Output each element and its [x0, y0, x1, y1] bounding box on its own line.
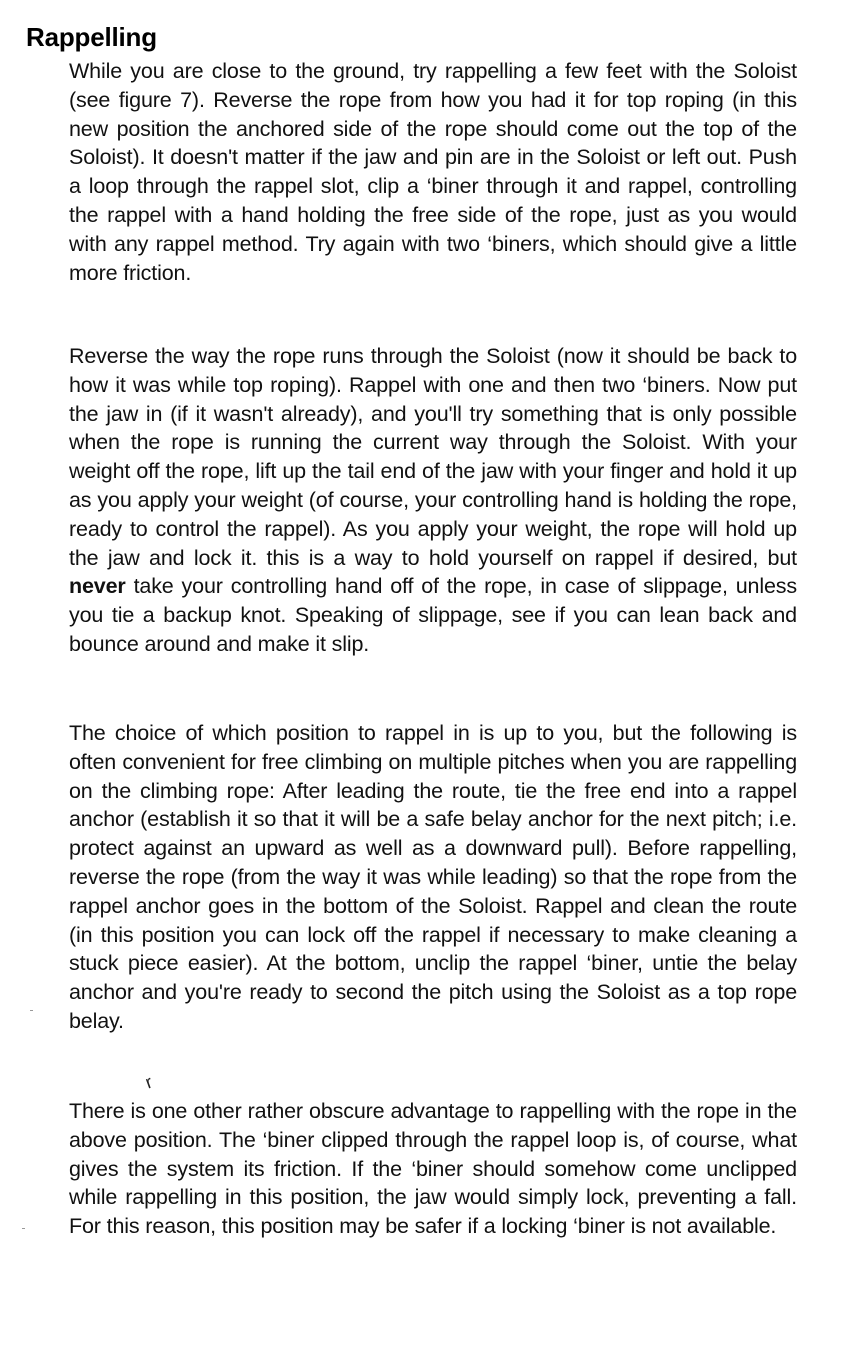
paragraph-4: There is one other rather obscure advantage to rappelling with the rope in the above position. The ‘biner clipped through the rappel loop is, of course, what gives the system its friction. If the ‘biner should somehow come unclipped while rappelling in this position, the jaw would simply lock, preventing a fall. For this reason, this position may be safer if a locking ‘biner is not available. [69, 1099, 797, 1239]
paragraph-2-part-1: Reverse the way the rope runs through the Soloist (now it should be back to how it was while top roping). Rappel with one and then two ‘biners. Now put the jaw in (if it wasn't already), and you'll try something that is only possible when the rope is running the current way through the Soloist. With your weight off the rope, lift up the tail end of the jaw with your finger and hold it up as you apply your weight (of course, your controlling hand is holding the rope, ready to control the rappel). As you apply your weight, the rope will hold up the jaw and lock it. this is a way to hold yourself on rappel if desired, but [69, 344, 797, 570]
paragraph-2 [69, 342, 797, 659]
paragraph-3: The choice of which position to rappel in is up to you, but the following is often convenient for free climbing on multiple pitches when you are rappelling on the climbing rope: After leading the route, tie the free end into a rappel anchor (establish it so that it will be a safe belay anchor for the next pitch; i.e. protect against an upward as well as a downward pull). Before rappelling, reverse the rope (from the way it was while leading) so that the rope from the rappel anchor goes in the bottom of the Soloist. Rappel and clean the route (in this position you can lock off the rappel if necessary to make cleaning a stuck piece easier). At the bottom, unclip the rappel ‘biner, untie the belay anchor and you're ready to second the pitch using the Soloist as a top rope belay. [69, 721, 797, 1033]
paragraph-2-part-2: take your controlling hand off of the rope, in case of slippage, unless you tie a backup knot. Speaking of slippage, see if you can lean back and bounce around and make it slip. [69, 574, 797, 656]
paragraph-1: While you are close to the ground, try rappelling a few feet with the Soloist (see figure 7). Reverse the rope from how you had it for top roping (in this new position the anchored side of the rope should come out the top of the Soloist). It doesn't matter if the jaw and pin are in the Soloist or left out. Push a loop through the rappel slot, clip a ‘biner through it and rappel, controlling the rappel with a hand holding the free side of the rope, just as you would with any rappel method. Try again with two ‘biners, which should give a little more friction. [69, 59, 797, 285]
section-heading: Rappelling [26, 22, 157, 52]
stray-pen-mark: r [142, 1071, 156, 1093]
margin-speck [30, 1010, 33, 1011]
emphasis-never: never [69, 574, 126, 599]
margin-speck [22, 1228, 25, 1229]
